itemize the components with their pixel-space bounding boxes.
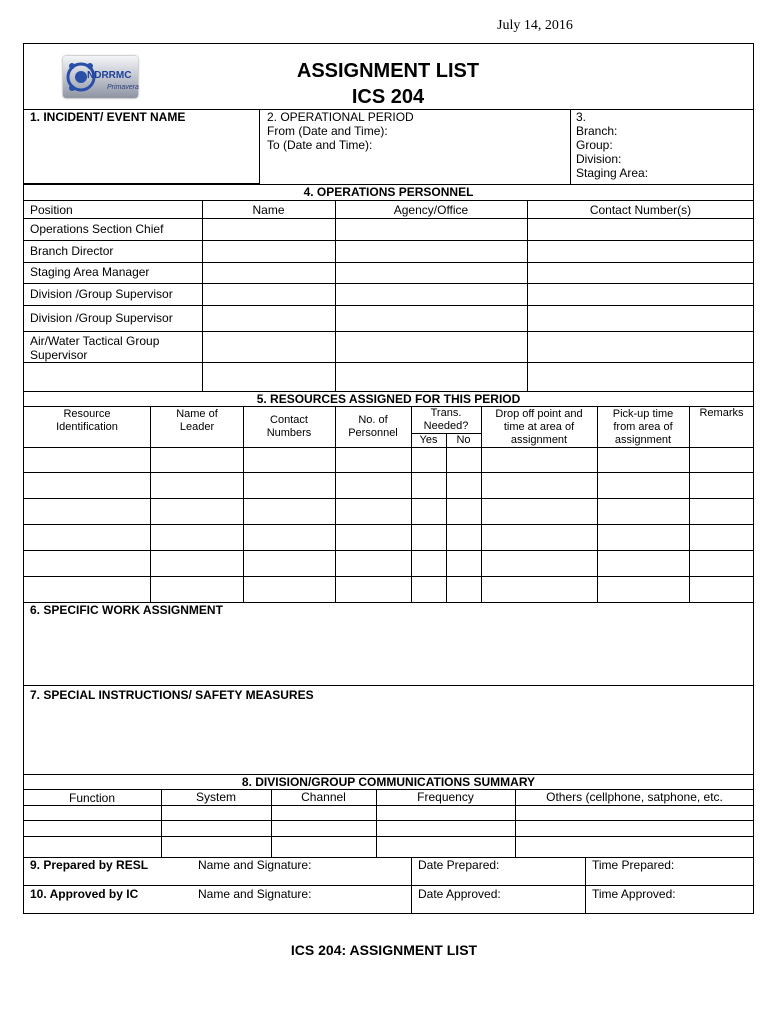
branch-label: Branch: — [576, 124, 618, 138]
time-approved-label: Time Approved: — [592, 887, 676, 901]
position-division-supervisor-2: Division /Group Supervisor — [30, 311, 173, 325]
document-date: July 14, 2016 — [497, 18, 573, 33]
form-title: ASSIGNMENT LIST — [296, 60, 480, 82]
ops-personnel-title: 4. OPERATIONS PERSONNEL — [303, 185, 474, 199]
op-from-label: From (Date and Time): — [267, 124, 388, 138]
col-position: Position — [30, 203, 73, 217]
assignment-location-block — [576, 110, 648, 180]
prepared-name-signature: Name and Signature: — [198, 858, 312, 872]
comms-col-system: System — [195, 790, 236, 804]
col-no: No — [456, 434, 471, 446]
logo-text: NDRRMC — [87, 70, 132, 81]
special-instructions-label: 7. SPECIAL INSTRUCTIONS/ SAFETY MEASURES — [30, 688, 314, 702]
operational-period-label: 2. OPERATIONAL PERIOD — [267, 110, 414, 124]
date-approved-label: Date Approved: — [418, 887, 501, 901]
col-agency: Agency/Office — [393, 203, 469, 217]
group-label: Group: — [576, 138, 613, 152]
approved-by-label: 10. Approved by IC — [30, 887, 139, 901]
time-prepared-label: Time Prepared: — [592, 858, 675, 872]
operational-period-block — [267, 110, 414, 152]
approved-name-signature: Name and Signature: — [198, 887, 312, 901]
col-leader: Name of Leader — [176, 408, 218, 433]
col-name: Name — [252, 203, 285, 217]
position-division-supervisor: Division /Group Supervisor — [30, 287, 173, 301]
position-branch-director: Branch Director — [30, 244, 114, 258]
form-code: ICS 204 — [351, 86, 425, 108]
col-remarks: Remarks — [699, 407, 744, 419]
col-yes: Yes — [419, 434, 438, 446]
ndrrmc-logo — [63, 56, 138, 98]
op-to-label: To (Date and Time): — [267, 138, 373, 152]
col-transport-needed: Trans. Needed? — [423, 407, 469, 432]
logo-subtext: Primavera — [107, 84, 139, 91]
col-dropoff: Drop off point and time at area of assignment — [495, 408, 583, 446]
comms-col-channel: Channel — [301, 790, 346, 804]
comms-col-function: Function — [68, 791, 116, 805]
position-air-water-supervisor: Air/Water Tactical Group Supervisor — [30, 334, 160, 362]
prepared-by-label: 9. Prepared by RESL — [30, 858, 149, 872]
col-contact-numbers: Contact Numbers — [266, 414, 312, 439]
staging-area-label: Staging Area: — [576, 166, 649, 180]
col-personnel-count: No. of Personnel — [348, 414, 398, 439]
division-label: Division: — [576, 152, 622, 166]
position-staging-manager: Staging Area Manager — [30, 265, 150, 279]
resources-title: 5. RESOURCES ASSIGNED FOR THIS PERIOD — [256, 392, 521, 406]
position-ops-chief: Operations Section Chief — [30, 222, 164, 236]
comms-col-frequency: Frequency — [417, 790, 474, 804]
col-contact: Contact Number(s) — [589, 203, 692, 217]
footer-title: ICS 204: ASSIGNMENT LIST — [290, 942, 478, 958]
work-assignment-label: 6. SPECIFIC WORK ASSIGNMENT — [30, 603, 223, 617]
comms-title: 8. DIVISION/GROUP COMMUNICATIONS SUMMARY — [241, 775, 536, 789]
date-prepared-label: Date Prepared: — [418, 858, 500, 872]
col-pickup: Pick-up time from area of assignment — [612, 408, 674, 446]
section3-label: 3. — [576, 110, 587, 124]
incident-name-label: 1. INCIDENT/ EVENT NAME — [30, 110, 186, 124]
comms-col-others: Others (cellphone, satphone, etc. — [546, 790, 723, 804]
col-resource-id: Resource Identification — [56, 408, 118, 433]
